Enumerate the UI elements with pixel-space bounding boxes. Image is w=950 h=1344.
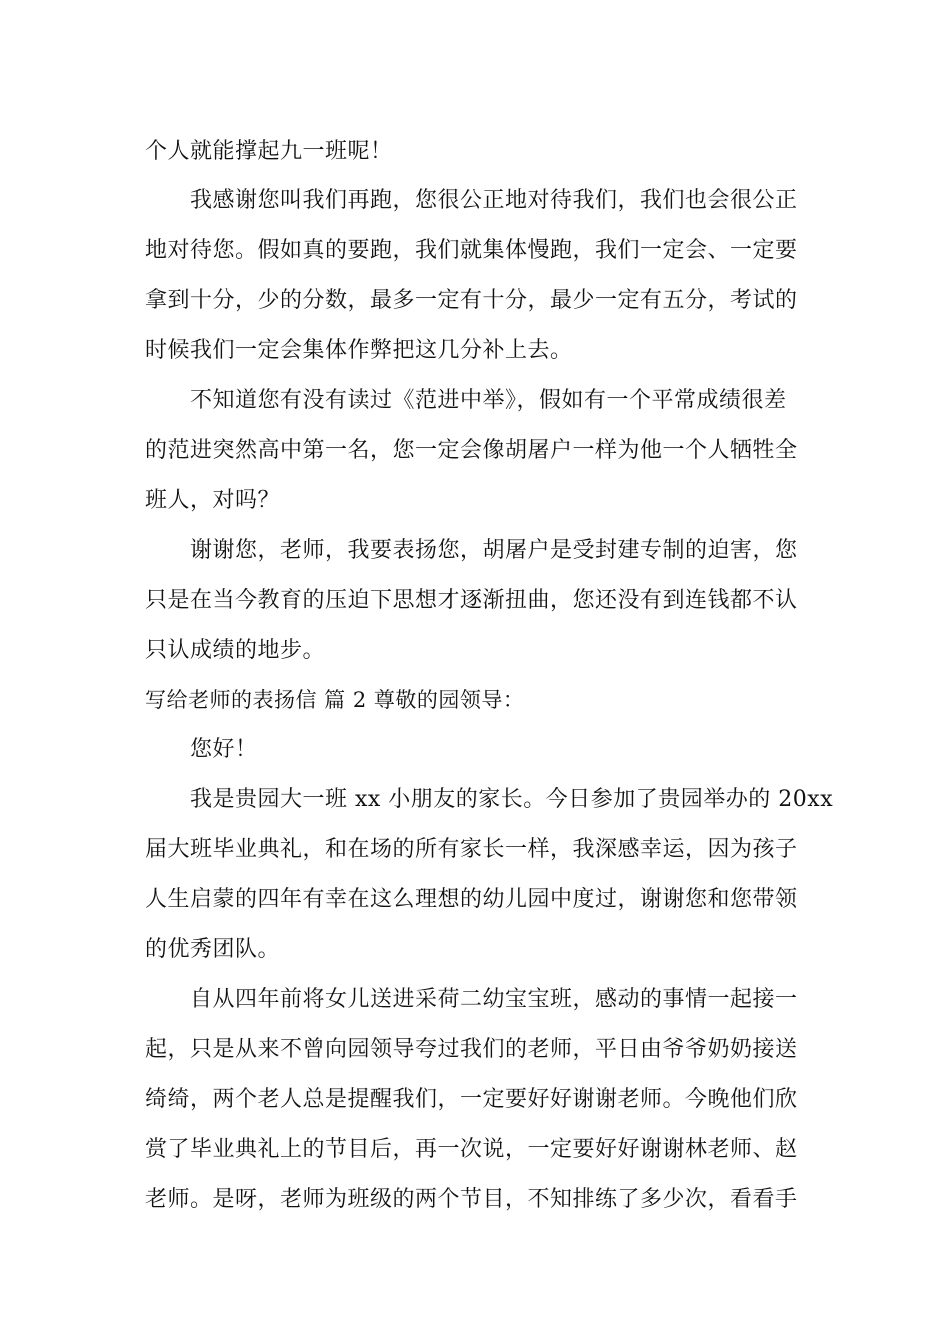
text-line: 人生启蒙的四年有幸在这么理想的幼儿园中度过，谢谢您和您带领 (145, 887, 798, 912)
text-line: 拿到十分，少的分数，最多一定有十分，最少一定有五分，考试的 (145, 288, 798, 313)
text-line: 不知道您有没有读过《范进中举》，假如有一个平常成绩很差 (190, 388, 787, 413)
text-line: 地对待您。假如真的要跑，我们就集体慢跑，我们一定会、一定要 (145, 238, 798, 263)
text-line: 的范进突然高中第一名，您一定会像胡屠户一样为他一个人牺牲全 (145, 438, 798, 463)
text-line: 我感谢您叫我们再跑，您很公正地对待我们，我们也会很公正 (190, 188, 798, 213)
text-line: 我是贵园大一班 xx 小朋友的家长。今日参加了贵园举办的 20xx (190, 787, 834, 812)
text-line: 赏了毕业典礼上的节目后，再一次说，一定要好好谢谢林老师、赵 (145, 1137, 798, 1162)
section-heading: 写给老师的表扬信 篇 2 尊敬的园领导： (145, 688, 525, 712)
text-line: 您好！ (190, 737, 258, 762)
text-line: 老师。是呀，老师为班级的两个节目，不知排练了多少次，看看手 (145, 1187, 798, 1212)
text-line: 谢谢您，老师，我要表扬您，胡屠户是受封建专制的迫害，您 (190, 538, 798, 563)
text-line: 个人就能撑起九一班呢！ (145, 139, 393, 164)
text-line: 班人，对吗？ (145, 488, 281, 513)
text-line: 自从四年前将女儿送进采荷二幼宝宝班，感动的事情一起接一 (190, 987, 798, 1012)
text-line: 届大班毕业典礼，和在场的所有家长一样，我深感幸运，因为孩子 (145, 837, 798, 862)
text-line: 时候我们一定会集体作弊把这几分补上去。 (145, 338, 573, 363)
text-line: 只是在当今教育的压迫下思想才逐渐扭曲，您还没有到连钱都不认 (145, 588, 798, 613)
text-line: 绮绮，两个老人总是提醒我们，一定要好好谢谢老师。今晚他们欣 (145, 1087, 798, 1112)
text-line: 起，只是从来不曾向园领导夸过我们的老师，平日由爷爷奶奶接送 (145, 1037, 798, 1062)
text-line: 的优秀团队。 (145, 937, 281, 962)
text-line: 只认成绩的地步。 (145, 638, 326, 663)
